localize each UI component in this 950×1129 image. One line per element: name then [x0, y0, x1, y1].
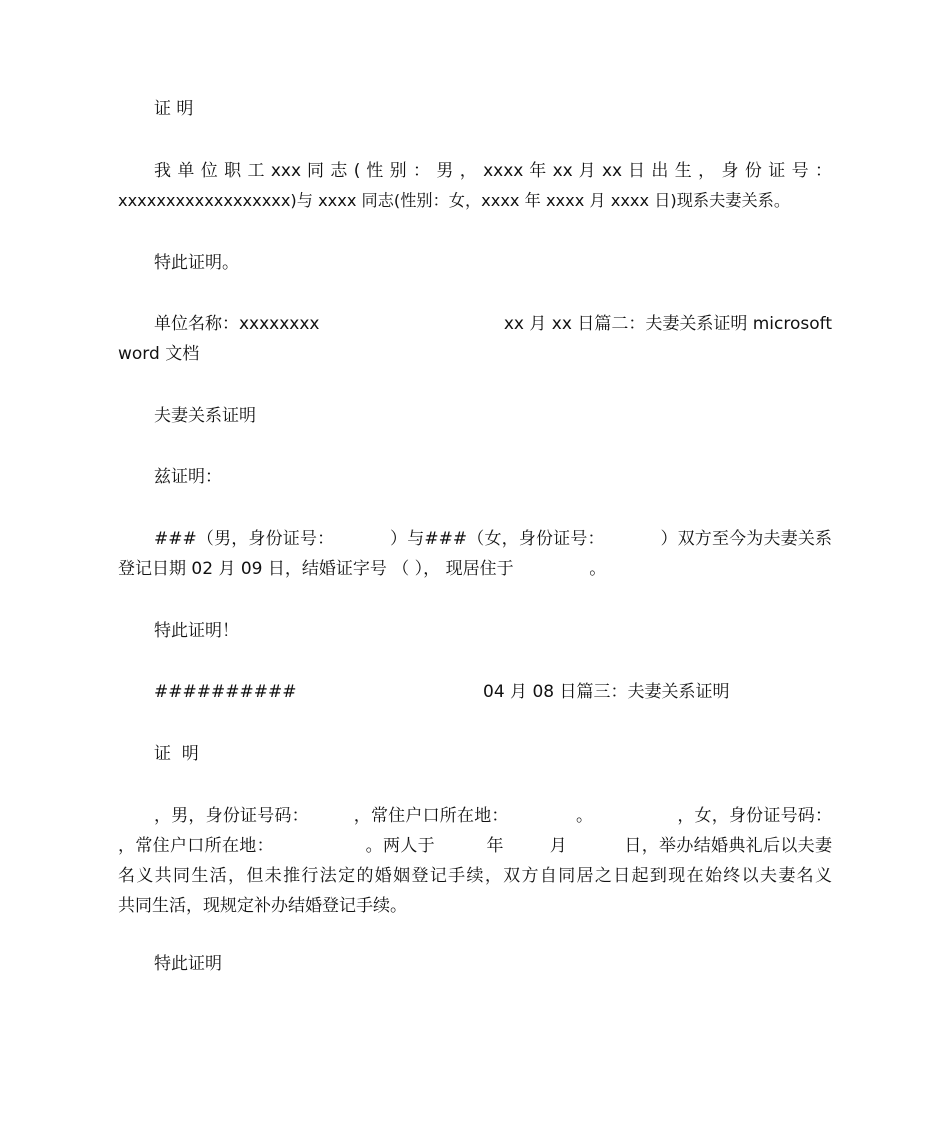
paragraph-line: 证 明 — [154, 99, 194, 119]
paragraph-hereby-certify — [118, 248, 832, 278]
paragraph-line: 证 明 — [154, 744, 199, 764]
paragraph-couple-statement — [118, 524, 832, 584]
paragraph-line: 特此证明。 — [154, 253, 239, 273]
date-and-section-title: xx 月 xx 日篇二：夫妻关系证明 microsoft — [503, 314, 832, 334]
paragraph-line: 特此证明 — [154, 954, 222, 974]
unit-name-text: 单位名称：xxxxxxxx — [154, 314, 320, 334]
paragraph-line: ###（男，身份证号： ）与###（女，身份证号： ）双方至今为夫妻关系 — [154, 529, 832, 549]
paragraph-hereby-certify — [118, 616, 832, 646]
paragraph-line: 兹证明： — [154, 467, 222, 487]
paragraph-line: 特此证明！ — [154, 621, 239, 641]
paragraph-line: 登记日期 02 月 09 日，结婚证字号 （ ）， 现居住于 。 — [118, 559, 607, 579]
paragraph-line: xxxxxxxxxxxxxxxxxx)与 xxxx 同志(性别：女，xxxx 年 xxxx 月 xxxx 日)现系夫妻关系。 — [118, 191, 791, 210]
paragraph-cohabitation-statement — [118, 801, 832, 921]
paragraph-line: ，常住户口所在地： 。两人于 年 月 日，举办结婚典礼后以夫妻 — [118, 836, 832, 856]
paragraph-employee-statement — [118, 156, 832, 216]
paragraph-line: ，男，身份证号码： ，常住户口所在地： 。 ，女，身份证号码： — [154, 806, 832, 826]
date-and-section-title: 04 月 08 日篇三：夫妻关系证明 — [483, 682, 730, 702]
paragraph-signature — [118, 677, 832, 707]
paragraph-certify-intro — [118, 462, 832, 492]
heading-certificate — [118, 739, 832, 769]
paragraph-line: 共同生活，现规定补办结婚登记手续。 — [118, 896, 407, 916]
paragraph-line: 夫妻关系证明 — [154, 406, 256, 426]
signature-placeholder: ########## — [154, 682, 297, 702]
paragraph-line: 名义共同生活，但未推行法定的婚姻登记手续，双方自同居之日起到现在始终以夫妻名义 — [118, 866, 832, 886]
paragraph-line: word 文档 — [118, 344, 200, 364]
paragraph-line: 我 单 位 职 工 xxx 同 志 ( 性 别 ： 男 ， xxxx 年 xx 月 xx 日 出 生 ， 身 份 证 号 ： — [154, 161, 832, 181]
heading-marriage-certificate — [118, 401, 832, 431]
paragraph-hereby-certify — [118, 949, 832, 979]
paragraph-unit-name — [118, 309, 832, 369]
heading-certificate — [118, 94, 832, 124]
